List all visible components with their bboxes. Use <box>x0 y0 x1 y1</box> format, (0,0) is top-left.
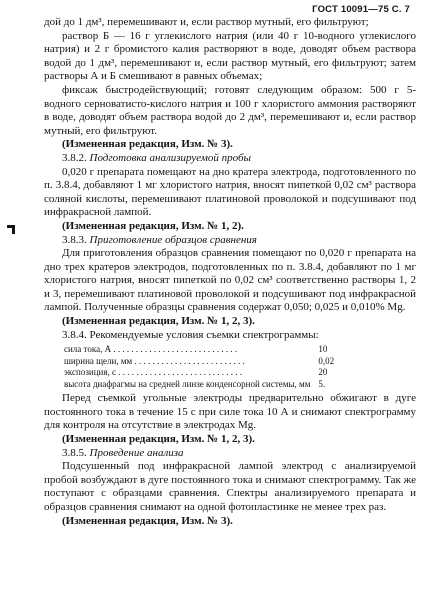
param-value: 5. <box>318 378 326 389</box>
paragraph: раствор Б — 16 г углекислого натрия (или 40 г 10-водного углекислого натрия) и 2 г бромистого калия растворяют в воде, доводят объем раствора водой до 1 дм³, перемешивают и, если раствор мутный, его фильтруют; затем растворы А и Б смешивают в равных объемах; <box>44 29 416 83</box>
revision-note: (Измененная редакция, Изм. № 1, 2, 3). <box>62 433 255 446</box>
section-number: 3.8.2. <box>62 151 87 164</box>
paragraph: Для приготовления образцов сравнения помещают по 0,020 г препарата на дно трех кратеров электродов, подготовленных по п. 3.8.4, добавляют по 1 мг хлористого натрия, вносят пипеткой по 0,02 см³ соответственно растворы 1, 2 и 3, перемешивают платиновой проволокой и подсушивают под инфракрасной лампой. Полученные образцы сравнения содержат 0,050; 0,025 и 0,010% Mg. <box>44 247 416 314</box>
revision-note: (Измененная редакция, Изм. № 3). <box>62 138 233 151</box>
param-value: 0,02 <box>318 355 335 366</box>
param-label: сила тока, А . . . . . . . . . . . . . . . . . . . . . . . . . . . . <box>64 344 238 355</box>
section-number: 3.8.3. <box>62 233 87 246</box>
revision-note: (Измененная редакция, Изм. № 1, 2). <box>62 219 244 232</box>
table-row <box>64 356 352 368</box>
section-heading <box>44 447 416 461</box>
paragraph: 0,020 г препарата помещают на дно кратера электрода, подготовленного по п. 3.8.4, добавляют 1 мг хлористого натрия, вносят пипеткой 0,02 см³ раствора соляной кислоты, перемешивают платиновой проволокой и подсушивают под инфракрасной лампой. <box>44 165 416 219</box>
table-row <box>64 344 352 356</box>
paragraph: Подсушенный под инфракрасной лампой электрод с анализируемой пробой возбуждают в дуге постоянного тока и снимают спектрограмму. Так же поступают с образцами сравнения. Спектры анализируемого препарата и образцов сравнения снимают на одной фотопластинке не менее трех раз. <box>44 460 416 513</box>
revision-note: (Измененная редакция, Изм. № 3). <box>62 514 233 527</box>
section-number: 3.8.5. <box>62 446 87 459</box>
section-title: Проведение анализа <box>89 446 184 459</box>
table-row <box>64 367 352 379</box>
param-label: экспозиция, с . . . . . . . . . . . . . . . . . . . . . . . . . . . . <box>64 367 242 378</box>
section-heading <box>44 152 416 166</box>
param-value: 20 <box>318 367 328 378</box>
section-title: Подготовка анализируемой пробы <box>89 151 251 164</box>
margin-mark <box>7 225 15 228</box>
revision-note: (Измененная редакция, Изм. № 1, 2, 3). <box>62 315 255 328</box>
page-header: ГОСТ 10091—75 С. 7 <box>312 4 410 15</box>
paragraph: Перед съемкой угольные электроды предварительно обжигают в дуге постоянного тока в течение 15 с при силе тока 10 А и снимают спектрограмму для контроля на отсутствие в электродах Mg. <box>44 392 416 432</box>
paragraph: фиксаж быстродействующий; готовят следующим образом: 500 г 5-водного серноватисто-кислого натрия и 100 г хлористого аммония растворяют в воде, доводят объем раствора водой до 2 дм³, перемешивают и, если раствор мутный, его фильтруют. <box>44 83 416 137</box>
param-label: ширина щели, мм . . . . . . . . . . . . . . . . . . . . . . . . . <box>64 355 245 366</box>
param-value: 10 <box>318 344 328 355</box>
section-title: Приготовление образцов сравнения <box>89 233 257 246</box>
parameters-table <box>64 344 352 390</box>
paragraph: дой до 1 дм³, перемешивают и, если раствор мутный, его фильтруют; <box>44 16 369 28</box>
param-label: высота диафрагмы на средней линзе конденсорной системы, мм <box>64 378 311 389</box>
document-body <box>44 16 416 528</box>
section-heading <box>44 234 416 248</box>
section-heading: 3.8.4. Рекомендуемые условия съемки спектрограммы: <box>62 328 319 341</box>
table-row <box>64 379 352 391</box>
